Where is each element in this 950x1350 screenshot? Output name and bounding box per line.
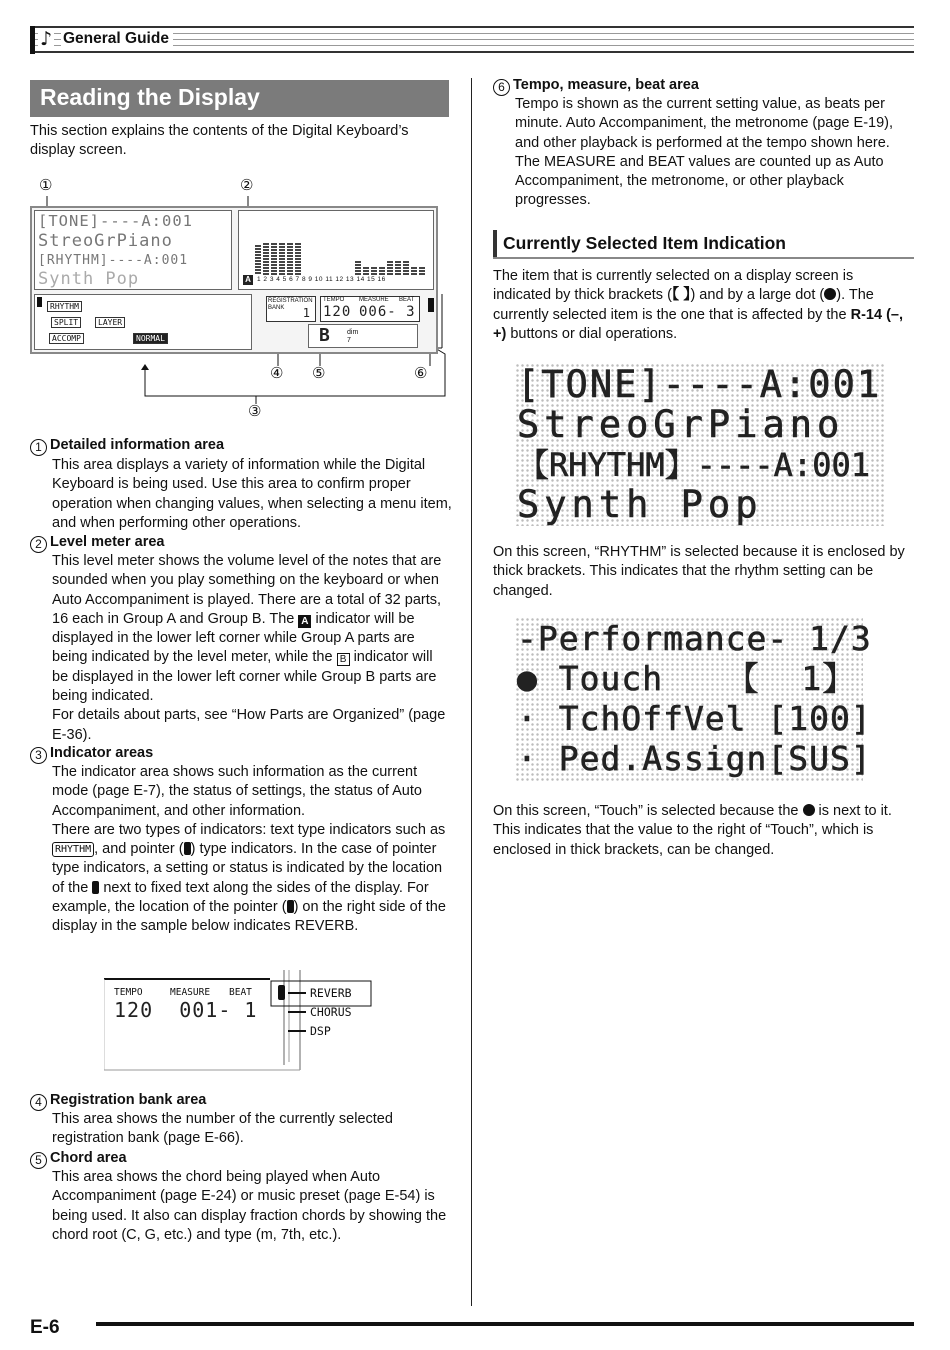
tempo-label: TEMPO (323, 297, 345, 303)
indicator-area-left (34, 294, 252, 350)
callout-2: ② (240, 177, 254, 194)
screen2-line-1: -Performance- 1/3 (517, 619, 872, 658)
item-2-text-3: indicator will be displayed in the lower left corner while Group B parts are being indicated. (52, 649, 437, 705)
header-bar (30, 26, 35, 54)
item-6-body: Tempo is shown as the current setting value, as beats per minute. Auto Accompaniment, the metronome (page E-19), and other playback is performed at the tempo shown here. The MEASURE and BEAT values are counted up as Auto Accompaniment, the metronome, or other playback progresses. (515, 96, 894, 209)
detail-line-3: [RHYTHM]----A:001 (38, 253, 189, 268)
detail-area (34, 210, 232, 290)
normal-indicator: NORMAL (133, 333, 168, 344)
detail-line-4: Synth Pop (38, 269, 140, 289)
p3-text-a: On this screen, “Touch” is selected because the (493, 803, 799, 819)
screen2-caption (493, 802, 914, 860)
pointer-icon (92, 881, 99, 894)
header-title: General Guide (61, 30, 173, 48)
sample-beat-label: BEAT (229, 987, 252, 998)
callout-5: ⑤ (312, 365, 326, 382)
level-bars (255, 225, 433, 275)
screen1-line-4: Synth Pop (517, 483, 763, 526)
item-2-heading (30, 533, 164, 553)
item-2-text-4: For details about parts, see “How Parts are Organized” (page E-36). (52, 707, 446, 743)
item-3-text-2b: , and pointer ( (94, 841, 184, 858)
item-1-title: Detailed information area (50, 437, 225, 453)
item-3-title: Indicator areas (50, 745, 154, 761)
page-header (30, 26, 914, 54)
p1-text-c: ). The currently selected item is the one that is affected by the (493, 287, 874, 323)
item-5-heading (30, 1149, 127, 1169)
item-3-text-2d: next to fixed text along the sides of the display. For example, the location of the pointer ( (52, 879, 429, 916)
item-3-number: 3 (30, 747, 47, 764)
thick-brackets: 【 】 (671, 287, 691, 304)
detail-line-1: [TONE]----A:001 (38, 212, 193, 230)
reverb-label: REVERB (310, 986, 352, 1000)
callout-4: ④ (270, 365, 284, 382)
p1-text-d: buttons or dial operations. (510, 325, 678, 342)
p1-text-b: ) and by a large dot ( (690, 287, 825, 304)
selected-item-text (493, 267, 914, 344)
measure-label: MEASURE (359, 297, 389, 303)
screen2-line-3: · TchOffVel [100] (517, 699, 872, 738)
p3-text-b: is next to it. This indicates that the value to the right of “Touch”, which is enclosed in thick brackets, can be changed. (493, 803, 892, 858)
item-1-number: 1 (30, 439, 47, 456)
item-6-heading (493, 76, 699, 96)
lcd-frame (30, 206, 438, 354)
large-dot-icon (803, 804, 815, 816)
item-5-number: 5 (30, 1152, 47, 1169)
lcd-screen-performance (515, 617, 872, 781)
p1-text-a: The item that is currently selected on a display screen is indicated by thick brackets ( (493, 268, 854, 304)
reverb-sample (104, 970, 379, 1074)
screen1-line-2: StreoGrPiano (517, 403, 845, 446)
tempo-area (320, 296, 420, 322)
registration-area (266, 296, 316, 322)
sample-values: 120 001- 1 (114, 998, 258, 1022)
layer-indicator: LAYER (95, 317, 125, 328)
item-4-body: This area shows the number of the currently selected registration bank (page E-66). (52, 1111, 393, 1147)
reg-label: REGISTRATION BANK (268, 298, 313, 311)
pointer-icon (287, 900, 294, 913)
item-2-text-2: indicator will be displayed in the lower left corner while Group A parts are being indicated by the level meter, while the (52, 610, 415, 666)
footer-rule (96, 1322, 914, 1326)
item-1-body: This area displays a variety of information while the Digital Keyboard is being used. Use this area to confirm proper operation when changing values, when selecting a menu item, and when performing other operations. (52, 457, 452, 531)
sample-tempo-label: TEMPO (114, 987, 143, 998)
accomp-indicator: ACCOMP (49, 333, 84, 344)
music-note-icon: ♪ (40, 28, 53, 50)
item-3-heading (30, 744, 153, 764)
pointer-indicator (37, 297, 42, 307)
item-5-title: Chord area (50, 1150, 127, 1166)
split-indicator: SPLIT (51, 317, 81, 328)
section-title: Reading the Display (30, 80, 449, 117)
item-3-text-2c: ) type indicators. In the case of pointer type indicators, a setting or status is indicated by the location of the (52, 841, 443, 896)
item-3-text-2a: There are two types of indicators: text type indicators such as (52, 821, 446, 838)
item-4-title: Registration bank area (50, 1092, 207, 1108)
item-3-text-2e: ) on the right side of the display in the sample below indicates REVERB. (52, 899, 446, 935)
rhythm-indicator: RHYTHM (47, 301, 82, 312)
screen1-caption: On this screen, “RHYTHM” is selected because it is enclosed by thick brackets. This indicates that the rhythm setting can be changed. (493, 544, 905, 599)
effect-pointer (428, 298, 434, 312)
screen2-line-2: ● Touch 【 1】 (517, 659, 857, 698)
r14-buttons: R-14 (–, +) (493, 306, 903, 342)
chord-area (308, 324, 418, 348)
group-a-box: A (298, 615, 311, 628)
chord-type: dim 7 (347, 329, 359, 344)
item-2-title: Level meter area (50, 534, 165, 550)
level-meter-area (238, 210, 434, 290)
callout-3: ③ (248, 403, 262, 420)
sample-measure-label: MEASURE (170, 987, 211, 998)
lcd-screen-rhythm (515, 363, 885, 526)
group-b-box: B (337, 653, 350, 666)
item-3-text-1: The indicator area shows such information as the current mode (page E-7), the status of settings, the status of Auto Accompaniment, and other information. (52, 764, 422, 819)
item-6-title: Tempo, measure, beat area (513, 77, 699, 93)
screen1-line-1: [TONE]----A:001 (517, 363, 882, 406)
column-divider (471, 78, 472, 1306)
item-6-number: 6 (493, 79, 510, 96)
item-2-text-1: This level meter shows the volume level of the notes that are sounded when you play something on the keyboard or when Auto Accompaniment is played. There are a total of 32 parts, 16 each in Group A and Group B. The (52, 553, 442, 627)
detail-line-2: StreoGrPiano (38, 231, 173, 251)
item-4-number: 4 (30, 1094, 47, 1111)
intro-text: This section explains the contents of the Digital Keyboard’s display screen. (30, 123, 409, 159)
chord-root: B (319, 325, 331, 346)
tempo-value: 120 (323, 304, 352, 320)
item-2-body (52, 552, 452, 745)
dsp-label: DSP (310, 1024, 331, 1038)
subheading: Currently Selected Item Indication (493, 230, 914, 258)
item-2-number: 2 (30, 536, 47, 553)
meter-numbers: 1 2 3 4 5 6 7 8 9 10 11 12 13 14 15 16 (257, 276, 386, 283)
rhythm-indicator-inline: RHYTHM (52, 842, 94, 857)
beat-label: BEAT (399, 297, 415, 303)
reg-value: 1 (302, 306, 311, 320)
large-dot-icon (824, 288, 836, 300)
subheading-rule (493, 257, 914, 259)
measure-value: 006- 3 (359, 304, 416, 320)
screen1-line-3: 【RHYTHM】----A:001 (517, 446, 870, 484)
chorus-label: CHORUS (310, 1005, 352, 1019)
display-diagram (30, 176, 450, 426)
callout-6: ⑥ (414, 365, 428, 382)
group-a-indicator: A (243, 275, 253, 285)
item-3-body (52, 763, 452, 937)
screen2-line-4: · Ped.Assign[SUS] (517, 739, 872, 778)
callout-1: ① (39, 177, 53, 194)
pointer-icon (184, 842, 191, 855)
item-4-heading (30, 1091, 206, 1111)
page-number: E-6 (30, 1317, 60, 1338)
item-1-heading (30, 436, 224, 456)
item-5-body: This area shows the chord being played when Auto Accompaniment (page E-24) or music preset (page E-54) is being used. It also can display fraction chords by showing the chord root (C, G, etc.) and type (m, 7th, etc.). (52, 1169, 447, 1243)
